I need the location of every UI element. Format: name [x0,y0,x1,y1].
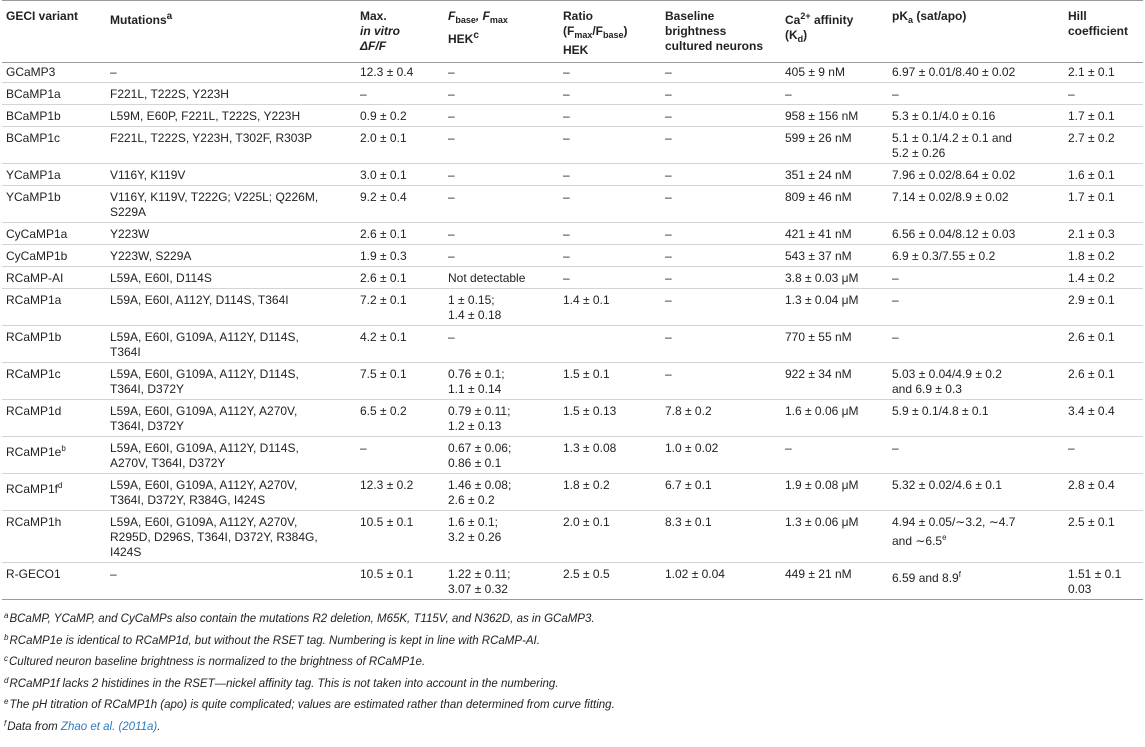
footnote-mark: f [958,570,961,579]
cell-fbase-fmax: – [444,245,559,267]
cell-hill: 2.6 ± 0.1 [1064,363,1143,400]
cell-ratio: 2.5 ± 0.5 [559,563,661,600]
cell-max-dff: 2.6 ± 0.1 [356,267,444,289]
cell-hill: 2.1 ± 0.3 [1064,223,1143,245]
cell-ca-affinity: 1.9 ± 0.08 μM [781,474,888,511]
cell-mutations: F221L, T222S, Y223H, T302F, R303P [106,127,356,164]
cell-pka: 6.9 ± 0.3/7.55 ± 0.2 [888,245,1064,267]
cell-mutations: L59A, E60I, D114S [106,267,356,289]
cell-fbase-fmax: – [444,186,559,223]
table-row [2,474,1143,511]
cell-ca-affinity: 958 ± 156 nM [781,105,888,127]
cell-ca-affinity: 543 ± 37 nM [781,245,888,267]
footnote: $^c$Cultured neuron baseline brightness is normalized to the brightness of RCaMP1e. [4,654,426,668]
cell-ratio: – [559,186,661,223]
header-variant: GECI variant [2,1,106,63]
cell-baseline: – [661,127,781,164]
table-row [2,245,1143,267]
cell-mutations: L59A, E60I, G109A, A112Y, D114S, A270V, T364I, D372Y [106,437,356,474]
cell-max-dff: 0.9 ± 0.2 [356,105,444,127]
cell-ca-affinity: 351 ± 24 nM [781,164,888,186]
cell-variant: GCaMP3 [2,63,106,83]
cell-ca-affinity: 3.8 ± 0.03 μM [781,267,888,289]
header-ratio: Ratio $(F_{max}/F_{base})$ HEK [559,1,661,63]
cell-variant: BCaMP1c [2,127,106,164]
cell-pka: – [888,83,1064,105]
cell-variant: RCaMP1h [2,511,106,563]
cell-ca-affinity: 809 ± 46 nM [781,186,888,223]
cell-hill: 2.6 ± 0.1 [1064,326,1143,363]
cell-ratio: 1.8 ± 0.2 [559,474,661,511]
cell-baseline: – [661,267,781,289]
header-fbase-fmax: $F_{base}$, $F_{max}$ HEK$^c$ [444,1,559,63]
cell-pka: 5.3 ± 0.1/4.0 ± 0.16 [888,105,1064,127]
header-hill: Hill coefficient [1064,1,1143,63]
cell-mutations: L59A, E60I, G109A, A112Y, A270V, T364I, D372Y, R384G, I424S [106,474,356,511]
cell-baseline: – [661,223,781,245]
footnote-mark: a [166,11,173,22]
header-max-dff: Max. in vitro ΔF/F [356,1,444,63]
cell-mutations: V116Y, K119V, T222G; V225L; Q226M, S229A [106,186,356,223]
cell-baseline: 1.02 ± 0.04 [661,563,781,600]
cell-pka: – [888,289,1064,326]
cell-max-dff: – [356,437,444,474]
cell-mutations: L59A, E60I, G109A, A112Y, D114S, T364I [106,326,356,363]
table-row [2,105,1143,127]
cell-fbase-fmax: – [444,326,559,363]
cell-max-dff: – [356,83,444,105]
footnote: $^e$The pH titration of RCaMP1h (apo) is quite complicated; values are estimated rather than determined from curve fitting. [4,697,615,711]
table-row [2,63,1143,83]
cell-baseline: 7.8 ± 0.2 [661,400,781,437]
cell-hill: – [1064,83,1143,105]
cell-pka: 7.96 ± 0.02/8.64 ± 0.02 [888,164,1064,186]
cell-variant: $RCaMP1e^b$ [2,437,106,474]
cell-ratio: – [559,267,661,289]
cell-ratio: – [559,164,661,186]
table-row [2,267,1143,289]
cell-hill: 1.4 ± 0.2 [1064,267,1143,289]
header-row [2,1,1143,63]
cell-fbase-fmax: 1 ± 0.15; 1.4 ± 0.18 [444,289,559,326]
cell-fbase-fmax: – [444,83,559,105]
header-ca-affinity: $Ca^{2+}$ affinity $(K_d)$ [781,1,888,63]
cell-ratio: 1.4 ± 0.1 [559,289,661,326]
cell-pka: 6.56 ± 0.04/8.12 ± 0.03 [888,223,1064,245]
cell-ca-affinity: 1.3 ± 0.06 μM [781,511,888,563]
cell-mutations: – [106,63,356,83]
cell-mutations: L59A, E60I, G109A, A112Y, D114S, T364I, D372Y [106,363,356,400]
cell-fbase-fmax: 1.6 ± 0.1; 3.2 ± 0.26 [444,511,559,563]
table-container [2,0,1143,736]
cell-hill: 3.4 ± 0.4 [1064,400,1143,437]
cell-max-dff: 7.2 ± 0.1 [356,289,444,326]
cell-ca-affinity: 449 ± 21 nM [781,563,888,600]
cell-fbase-fmax: – [444,164,559,186]
header-mutations: Mutations$^a$ [106,1,356,63]
cell-max-dff: 4.2 ± 0.1 [356,326,444,363]
cell-ratio: – [559,63,661,83]
cell-baseline: – [661,83,781,105]
cell-pka: – [888,267,1064,289]
cell-fbase-fmax: – [444,105,559,127]
cell-ca-affinity: 405 ± 9 nM [781,63,888,83]
cell-ratio [559,326,661,363]
footnote: $^d$RCaMP1f lacks 2 histidines in the RSET—nickel affinity tag. This is not taken into account in the numbering. [4,675,559,690]
cell-hill: 1.51 ± 0.1 0.03 [1064,563,1143,600]
cell-ca-affinity: 770 ± 55 nM [781,326,888,363]
cell-max-dff: 10.5 ± 0.1 [356,563,444,600]
cell-ratio: – [559,83,661,105]
cell-hill: 2.5 ± 0.1 [1064,511,1143,563]
cell-fbase-fmax: 0.67 ± 0.06; 0.86 ± 0.1 [444,437,559,474]
cell-ratio: – [559,127,661,164]
cell-ca-affinity: 421 ± 41 nM [781,223,888,245]
cell-max-dff: 2.0 ± 0.1 [356,127,444,164]
cell-variant: CyCaMP1b [2,245,106,267]
cell-mutations: Y223W [106,223,356,245]
table-row [2,83,1143,105]
cell-mutations: – [106,563,356,600]
table-row [2,326,1143,363]
cell-fbase-fmax: – [444,127,559,164]
citation-link[interactable]: Zhao et al. (2011a) [60,720,158,733]
cell-baseline: 6.7 ± 0.1 [661,474,781,511]
cell-pka: 5.1 ± 0.1/4.2 ± 0.1 and 5.2 ± 0.26 [888,127,1064,164]
cell-max-dff: 2.6 ± 0.1 [356,223,444,245]
table-row [2,511,1143,563]
cell-ratio: – [559,105,661,127]
cell-pka: 6.59 and 8.9$^f$ [888,563,1064,600]
cell-hill: 2.1 ± 0.1 [1064,63,1143,83]
table-body [2,63,1143,600]
table-row [2,289,1143,326]
cell-ca-affinity: 922 ± 34 nM [781,363,888,400]
cell-mutations: L59M, E60P, F221L, T222S, Y223H [106,105,356,127]
cell-ca-affinity: – [781,437,888,474]
header-pka: $pK_a$ (sat/apo) [888,1,1064,63]
cell-baseline: 8.3 ± 0.1 [661,511,781,563]
cell-variant: RCaMP1c [2,363,106,400]
cell-max-dff: 9.2 ± 0.4 [356,186,444,223]
cell-fbase-fmax: 1.46 ± 0.08; 2.6 ± 0.2 [444,474,559,511]
table-row [2,437,1143,474]
cell-variant: RCaMP-AI [2,267,106,289]
cell-variant: RCaMP1b [2,326,106,363]
cell-ratio: – [559,223,661,245]
cell-baseline: – [661,63,781,83]
cell-pka: 6.97 ± 0.01/8.40 ± 0.02 [888,63,1064,83]
cell-variant: R-GECO1 [2,563,106,600]
cell-fbase-fmax: 0.76 ± 0.1; 1.1 ± 0.14 [444,363,559,400]
cell-fbase-fmax: 1.22 ± 0.11; 3.07 ± 0.32 [444,563,559,600]
cell-pka: 5.03 ± 0.04/4.9 ± 0.2 and 6.9 ± 0.3 [888,363,1064,400]
cell-max-dff: 6.5 ± 0.2 [356,400,444,437]
cell-baseline: – [661,186,781,223]
footnotes [2,607,1143,736]
table-row [2,563,1143,600]
cell-pka: 4.94 ± 0.05/∼3.2, ∼4.7 and ∼6.5e [888,511,1064,563]
footnote-mark: d [58,481,63,490]
footnote-mark: e [942,533,947,542]
cell-ratio: 2.0 ± 0.1 [559,511,661,563]
cell-fbase-fmax: – [444,63,559,83]
cell-baseline: – [661,105,781,127]
cell-mutations: L59A, E60I, A112Y, D114S, T364I [106,289,356,326]
cell-hill: 1.7 ± 0.1 [1064,105,1143,127]
cell-baseline: – [661,164,781,186]
cell-fbase-fmax: 0.79 ± 0.11; 1.2 ± 0.13 [444,400,559,437]
cell-variant: $RCaMP1f^d$ [2,474,106,511]
cell-ratio: 1.5 ± 0.1 [559,363,661,400]
cell-baseline: – [661,363,781,400]
cell-max-dff: 12.3 ± 0.2 [356,474,444,511]
cell-hill: 1.8 ± 0.2 [1064,245,1143,267]
cell-baseline: – [661,245,781,267]
cell-baseline: – [661,326,781,363]
table-row [2,363,1143,400]
table-row [2,127,1143,164]
table-row [2,400,1143,437]
cell-hill: – [1064,437,1143,474]
cell-max-dff: 7.5 ± 0.1 [356,363,444,400]
cell-variant: CyCaMP1a [2,223,106,245]
cell-hill: 1.7 ± 0.1 [1064,186,1143,223]
header-baseline: Baseline brightness cultured neurons [661,1,781,63]
cell-pka: – [888,326,1064,363]
cell-max-dff: 3.0 ± 0.1 [356,164,444,186]
cell-pka: 5.9 ± 0.1/4.8 ± 0.1 [888,400,1064,437]
cell-ratio: 1.3 ± 0.08 [559,437,661,474]
table-row [2,186,1143,223]
cell-mutations: F221L, T222S, Y223H [106,83,356,105]
cell-ca-affinity: 599 ± 26 nM [781,127,888,164]
cell-variant: BCaMP1a [2,83,106,105]
cell-max-dff: 12.3 ± 0.4 [356,63,444,83]
cell-fbase-fmax: Not detectable [444,267,559,289]
cell-baseline: 1.0 ± 0.02 [661,437,781,474]
footnote: $^b$RCaMP1e is identical to RCaMP1d, but without the RSET tag. Numbering is kept in line with RCaMP-AI. [4,632,540,647]
cell-hill: 2.8 ± 0.4 [1064,474,1143,511]
cell-mutations: L59A, E60I, G109A, A112Y, A270V, T364I, D372Y [106,400,356,437]
cell-variant: RCaMP1d [2,400,106,437]
footnote-mark: b [61,444,66,453]
cell-variant: YCaMP1b [2,186,106,223]
footnote: $^f$Data from Zhao et al. (2011a). [4,718,161,733]
table-row [2,223,1143,245]
cell-fbase-fmax: – [444,223,559,245]
cell-hill: 1.6 ± 0.1 [1064,164,1143,186]
cell-mutations: Y223W, S229A [106,245,356,267]
footnote: $^a$BCaMP, YCaMP, and CyCaMPs also contain the mutations R2 deletion, M65K, T115V, and N362D, as in GCaMP3. [4,611,595,625]
cell-mutations: L59A, E60I, G109A, A112Y, A270V, R295D, D296S, T364I, D372Y, R384G, I424S [106,511,356,563]
cell-pka: – [888,437,1064,474]
cell-hill: 2.9 ± 0.1 [1064,289,1143,326]
cell-ratio: 1.5 ± 0.13 [559,400,661,437]
geci-variants-table [2,0,1143,600]
cell-pka: 5.32 ± 0.02/4.6 ± 0.1 [888,474,1064,511]
cell-ca-affinity: 1.3 ± 0.04 μM [781,289,888,326]
cell-max-dff: 1.9 ± 0.3 [356,245,444,267]
table-row [2,164,1143,186]
cell-max-dff: 10.5 ± 0.1 [356,511,444,563]
cell-ratio: – [559,245,661,267]
cell-pka: 7.14 ± 0.02/8.9 ± 0.02 [888,186,1064,223]
cell-baseline: – [661,289,781,326]
cell-ca-affinity: – [781,83,888,105]
cell-mutations: V116Y, K119V [106,164,356,186]
cell-variant: BCaMP1b [2,105,106,127]
cell-variant: RCaMP1a [2,289,106,326]
cell-variant: YCaMP1a [2,164,106,186]
cell-ca-affinity: 1.6 ± 0.06 μM [781,400,888,437]
cell-hill: 2.7 ± 0.2 [1064,127,1143,164]
